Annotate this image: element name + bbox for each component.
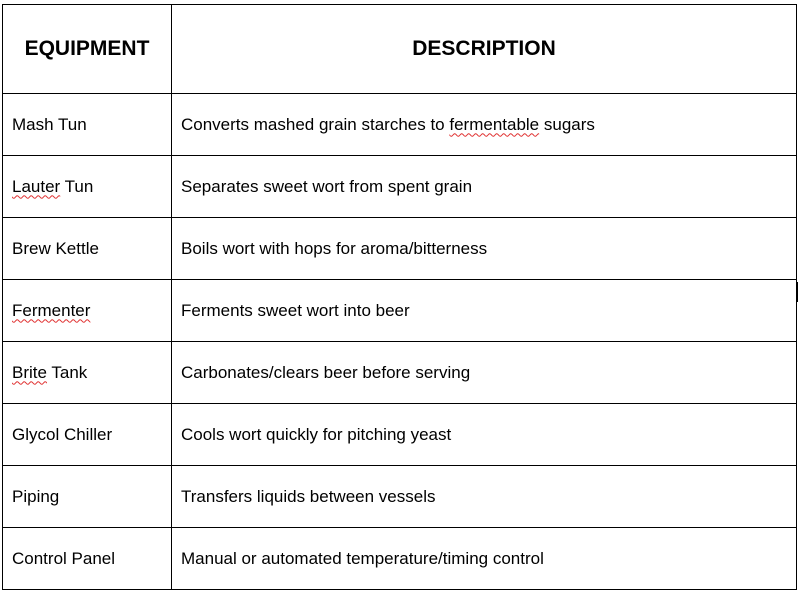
description-text: Carbonates/clears beer before serving [181, 362, 471, 382]
equipment-name: Piping [12, 486, 60, 506]
description-cell[interactable] [172, 404, 797, 466]
table-row [3, 466, 797, 528]
misspelling-flag[interactable]: fermentable [449, 114, 540, 134]
description-text: Separates sweet wort from spent grain [181, 176, 473, 196]
description-text: Boils wort with hops for aroma/bitterness [181, 238, 488, 258]
equipment-name: Tun [60, 176, 94, 196]
equipment-cell[interactable] [3, 280, 172, 342]
misspelling-flag[interactable]: Fermenter [12, 300, 91, 320]
column-resize-cursor[interactable] [797, 282, 798, 302]
description-text: Manual or automated temperature/timing control [181, 548, 544, 568]
description-cell[interactable] [172, 218, 797, 280]
description-text: Transfers liquids between vessels [181, 486, 436, 506]
description-text: Cools wort quickly for pitching yeast [181, 424, 452, 444]
table-row [3, 218, 797, 280]
table-row [3, 404, 797, 466]
table-row [3, 280, 797, 342]
equipment-name: Glycol Chiller [12, 424, 113, 444]
table-row [3, 156, 797, 218]
equipment-table [2, 4, 797, 590]
equipment-name: Tank [46, 362, 88, 382]
table-row [3, 528, 797, 590]
header-equipment[interactable]: EQUIPMENT [3, 5, 172, 94]
equipment-cell[interactable] [3, 94, 172, 156]
table-header-row [3, 5, 797, 94]
equipment-name: Control Panel [12, 548, 116, 568]
equipment-cell[interactable] [3, 528, 172, 590]
description-text: Converts mashed grain starches to [181, 114, 450, 134]
misspelling-flag[interactable]: Lauter [12, 176, 61, 196]
equipment-cell[interactable] [3, 218, 172, 280]
table-row [3, 94, 797, 156]
description-text: sugars [539, 114, 595, 134]
description-cell[interactable] [172, 528, 797, 590]
misspelling-flag[interactable]: Brite [12, 362, 47, 382]
equipment-cell[interactable] [3, 404, 172, 466]
equipment-name: Mash Tun [12, 114, 87, 134]
description-cell[interactable] [172, 466, 797, 528]
description-cell[interactable] [172, 94, 797, 156]
equipment-cell[interactable] [3, 156, 172, 218]
equipment-name: Brew Kettle [12, 238, 99, 258]
description-cell[interactable] [172, 156, 797, 218]
description-cell[interactable] [172, 280, 797, 342]
table-row [3, 342, 797, 404]
equipment-cell[interactable] [3, 342, 172, 404]
description-text: Ferments sweet wort into beer [181, 300, 410, 320]
header-description[interactable]: DESCRIPTION [172, 5, 797, 94]
equipment-cell[interactable] [3, 466, 172, 528]
description-cell[interactable] [172, 342, 797, 404]
